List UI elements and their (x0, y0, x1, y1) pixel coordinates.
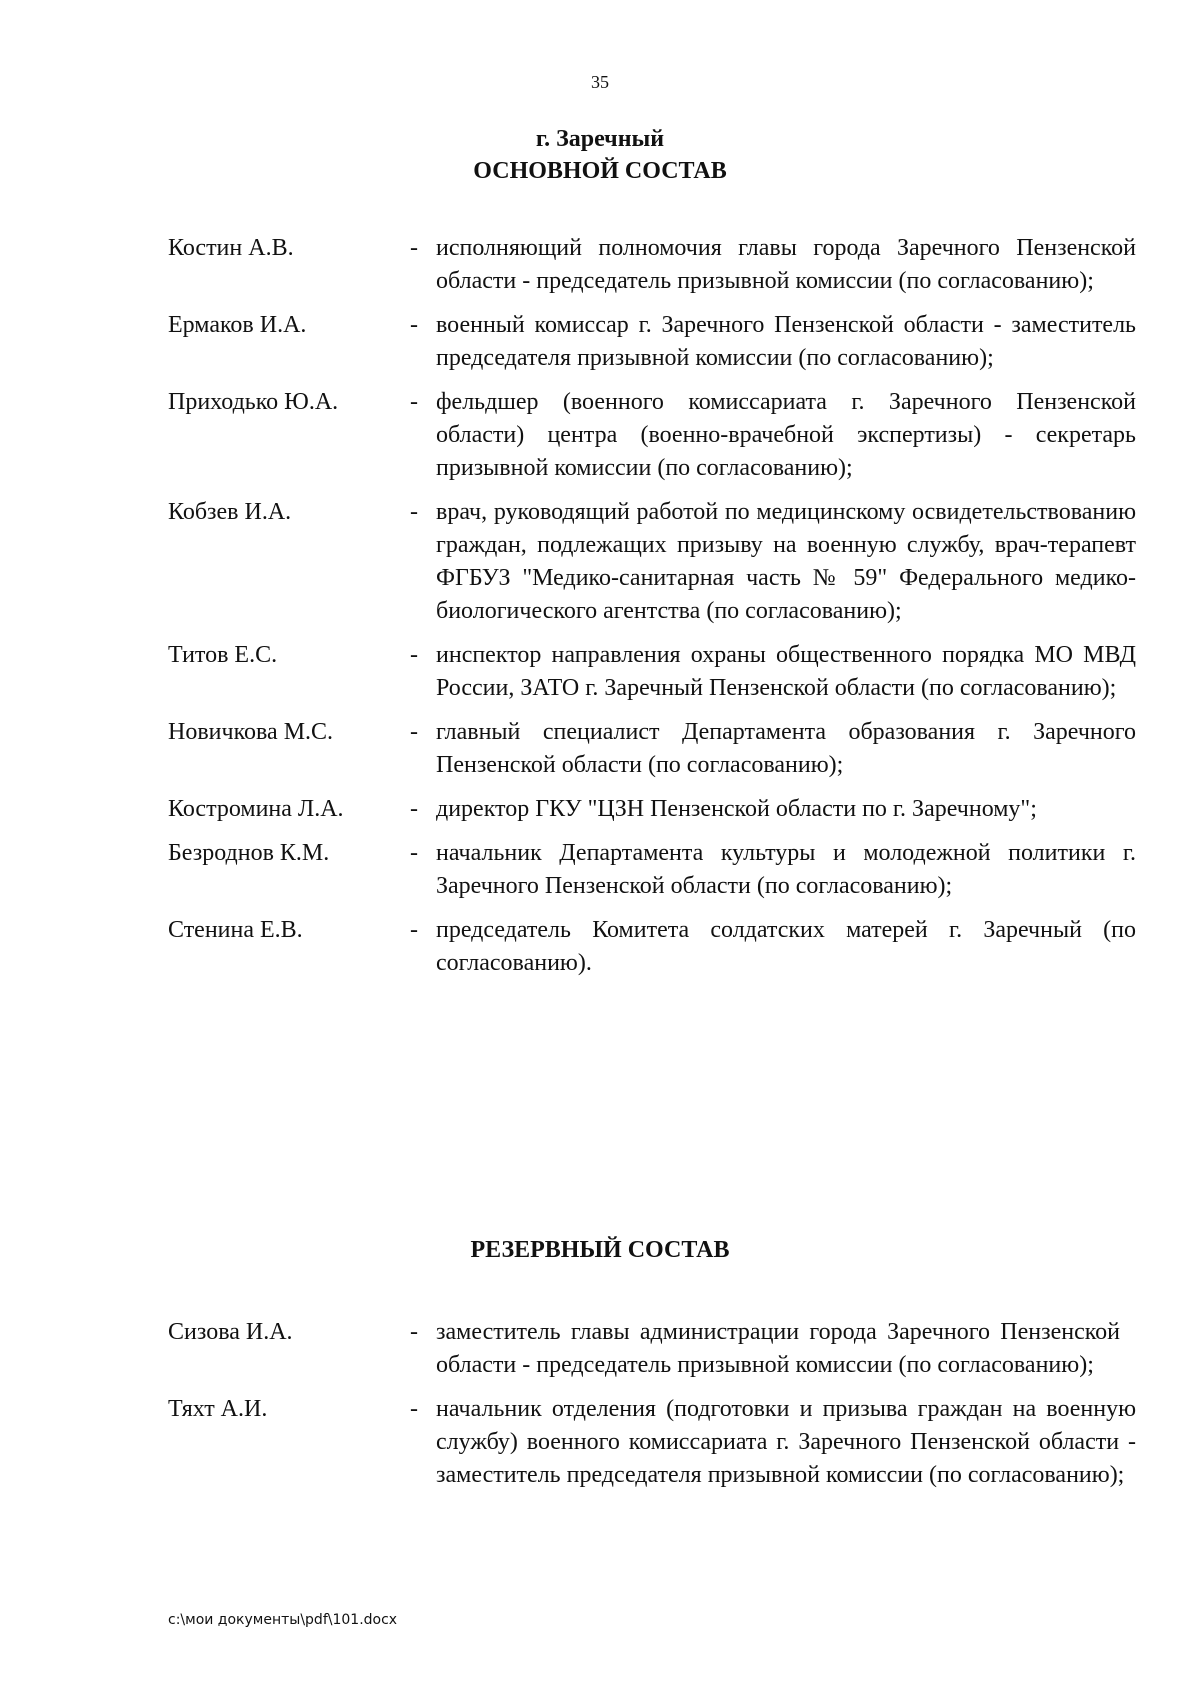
list-item (168, 793, 1136, 826)
list-item (168, 496, 1136, 628)
list-item (168, 914, 1136, 980)
member-name: Безроднов К.М. (168, 840, 330, 866)
list-item (168, 837, 1136, 903)
list-item (168, 639, 1136, 705)
member-name: Приходько Ю.А. (168, 389, 339, 415)
member-role: военный комиссар г. Заречного Пензенской области - заместитель председателя призывной комиссии (по согласованию); (436, 312, 1136, 371)
dash-separator: - (410, 1319, 418, 1345)
member-name: Стенина Е.В. (168, 917, 303, 943)
member-role: исполняющий полномочия главы города Заречного Пензенской области - председатель призывной комиссии (по согласованию); (436, 235, 1136, 294)
member-name: Новичкова М.С. (168, 719, 334, 745)
member-name: Костромина Л.А. (168, 796, 344, 822)
dash-separator: - (410, 235, 418, 261)
member-role: врач, руководящий работой по медицинскому освидетельствованию граждан, подлежащих призыву на военную службу, врач-терапевт ФГБУЗ "Медико-санитарная часть № 59" Федерального медико-биологического агентства (по согласованию); (436, 499, 1136, 624)
dash-separator: - (410, 840, 418, 866)
member-role: директор ГКУ "ЦЗН Пензенской области по г. Заречному"; (436, 796, 1037, 822)
dash-separator: - (410, 312, 418, 338)
list-item (168, 232, 1136, 298)
member-name: Кобзев И.А. (168, 499, 292, 525)
dash-separator: - (410, 642, 418, 668)
member-name: Ермаков И.А. (168, 312, 307, 338)
file-path-footer: c:\мои документы\pdf\101.docx (168, 1612, 398, 1628)
dash-separator: - (410, 917, 418, 943)
page-number: 35 (591, 72, 609, 92)
list-item (168, 309, 1136, 375)
member-role: начальник отделения (подготовки и призыва граждан на военную службу) военного комиссариата г. Заречного Пензенской области - заместитель председателя призывной комиссии (по согласованию); (436, 1396, 1136, 1488)
member-name: Тяхт А.И. (168, 1396, 268, 1422)
dash-separator: - (410, 796, 418, 822)
dash-separator: - (410, 499, 418, 525)
list-item (168, 716, 1136, 782)
list-item (168, 1316, 1136, 1382)
list-item (168, 1393, 1136, 1492)
member-role: инспектор направления охраны общественного порядка МО МВД России, ЗАТО г. Заречный Пензенской области (по согласованию); (436, 642, 1136, 701)
member-role: фельдшер (военного комиссариата г. Заречного Пензенской области) центра (военно-врачебной экспертизы) - секретарь призывной комиссии (по согласованию); (436, 389, 1136, 481)
list-item (168, 386, 1136, 485)
reserve-composition-heading: РЕЗЕРВНЫЙ СОСТАВ (470, 1237, 730, 1263)
city-heading: г. Заречный (535, 126, 665, 152)
dash-separator: - (410, 1396, 418, 1422)
member-role: главный специалист Департамента образования г. Заречного Пензенской области (по согласованию); (436, 719, 1136, 778)
member-name: Сизова И.А. (168, 1319, 293, 1345)
member-role: председатель Комитета солдатских матерей г. Заречный (по согласованию). (436, 917, 1136, 976)
reserve-members-list (168, 1316, 1136, 1503)
member-name: Костин А.В. (168, 235, 294, 261)
member-role: начальник Департамента культуры и молодежной политики г. Заречного Пензенской области (по согласованию); (436, 840, 1136, 899)
dash-separator: - (410, 719, 418, 745)
member-role: заместитель главы администрации города Заречного Пензенской области - председатель призывной комиссии (по согласованию); (436, 1319, 1120, 1378)
main-composition-heading: ОСНОВНОЙ СОСТАВ (473, 158, 727, 184)
dash-separator: - (410, 389, 418, 415)
main-members-list (168, 232, 1136, 991)
member-name: Титов Е.С. (168, 642, 278, 668)
